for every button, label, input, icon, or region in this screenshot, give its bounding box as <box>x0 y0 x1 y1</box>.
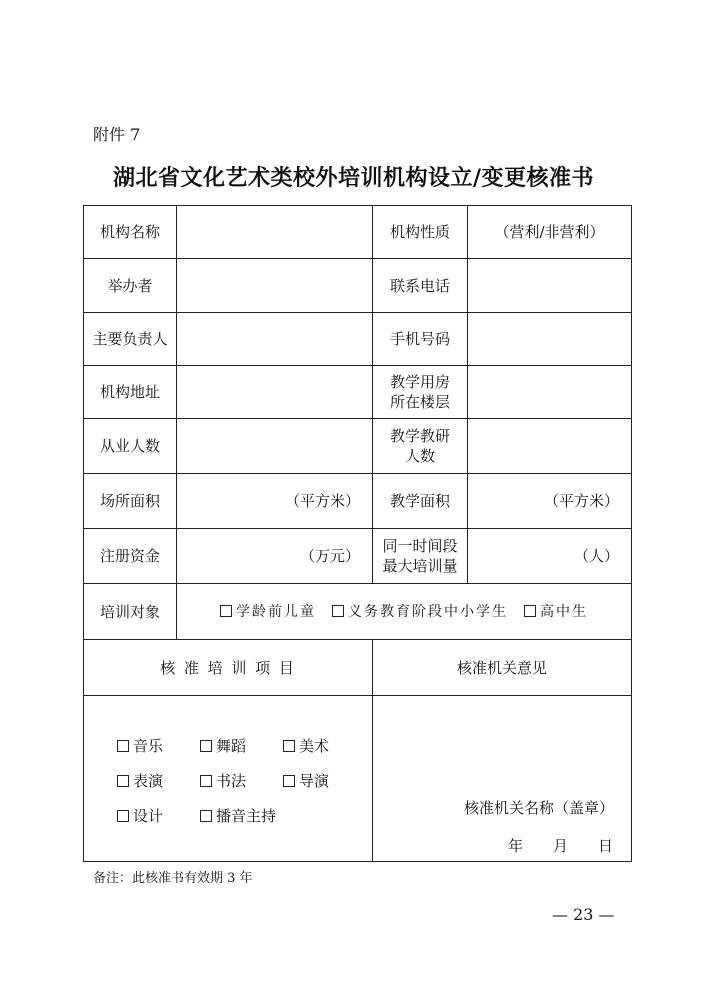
field-teaching-research-count[interactable] <box>468 419 631 473</box>
checkbox-icon <box>200 810 212 822</box>
checkbox-icon <box>117 775 129 787</box>
label-address: 机构地址 <box>99 383 160 401</box>
field-max-capacity[interactable]: （人） <box>573 547 619 565</box>
projects-header: 核 准 培 训 项 目 <box>160 658 296 677</box>
target-option[interactable]: 高中生 <box>524 602 588 622</box>
project-option[interactable]: 导演 <box>283 770 329 791</box>
table-border-right <box>631 205 632 862</box>
project-option[interactable]: 书法 <box>200 770 246 791</box>
label-teaching-research-count: 教学教研 人数 <box>389 427 450 465</box>
project-option[interactable]: 美术 <box>283 735 329 756</box>
checkbox-icon <box>524 605 536 617</box>
field-org-nature[interactable]: （营利/非营利） <box>494 223 605 241</box>
checkbox-icon <box>117 740 129 752</box>
target-option[interactable]: 义务教育阶段中小学生 <box>332 602 508 622</box>
field-sponsor[interactable] <box>177 259 372 312</box>
label-training-target: 培训对象 <box>99 602 160 621</box>
label-principal: 主要负责人 <box>92 330 168 348</box>
label-site-area: 场所面积 <box>99 492 160 510</box>
date-line: 年 月 日 <box>508 837 614 855</box>
field-site-area[interactable]: （平方米） <box>284 492 360 510</box>
label-teaching-floor: 教学用房 所在楼层 <box>389 373 450 411</box>
table-border-bottom <box>83 861 632 862</box>
document-title: 湖北省文化艺术类校外培训机构设立/变更核准书 <box>112 165 595 191</box>
label-contact-phone: 联系电话 <box>389 276 450 295</box>
field-address[interactable] <box>177 366 372 418</box>
label-staff-count: 从业人数 <box>99 437 160 455</box>
checkbox-icon <box>200 740 212 752</box>
opinion-header: 核准机关意见 <box>456 658 547 677</box>
label-mobile: 手机号码 <box>389 330 450 348</box>
footnote: 备注：此核准书有效期 3 年 <box>93 871 253 886</box>
label-org-nature: 机构性质 <box>389 223 450 241</box>
checkbox-icon <box>117 810 129 822</box>
field-teaching-area[interactable]: （平方米） <box>543 492 619 510</box>
label-org-name: 机构名称 <box>99 223 160 241</box>
checkbox-icon <box>283 775 295 787</box>
field-teaching-floor[interactable] <box>468 366 631 418</box>
project-option[interactable]: 音乐 <box>117 735 163 756</box>
attachment-label: 附件 7 <box>93 125 141 144</box>
project-option[interactable]: 播音主持 <box>200 805 276 826</box>
label-max-capacity: 同一时间段 最大培训量 <box>382 537 458 575</box>
page-number: — 23 — <box>552 905 615 924</box>
project-option[interactable]: 表演 <box>117 770 163 791</box>
checkbox-icon <box>283 740 295 752</box>
field-mobile[interactable] <box>468 313 631 365</box>
checkbox-icon <box>200 775 212 787</box>
checkbox-icon <box>332 605 344 617</box>
training-target-options <box>177 584 631 639</box>
project-option[interactable]: 设计 <box>117 805 163 826</box>
label-teaching-area: 教学面积 <box>389 492 450 510</box>
field-registered-capital[interactable]: （万元） <box>299 547 360 565</box>
field-org-name[interactable] <box>177 206 372 258</box>
authority-name-stamp: 核准机关名称（盖章） <box>464 799 615 817</box>
field-staff-count[interactable] <box>177 419 372 473</box>
field-principal[interactable] <box>177 313 372 365</box>
label-sponsor: 举办者 <box>107 276 153 295</box>
field-contact-phone[interactable] <box>468 259 631 312</box>
target-option[interactable]: 学龄前儿童 <box>220 602 316 622</box>
project-option[interactable]: 舞蹈 <box>200 735 246 756</box>
checkbox-icon <box>220 605 232 617</box>
label-registered-capital: 注册资金 <box>99 547 160 565</box>
row-divider <box>83 695 632 696</box>
